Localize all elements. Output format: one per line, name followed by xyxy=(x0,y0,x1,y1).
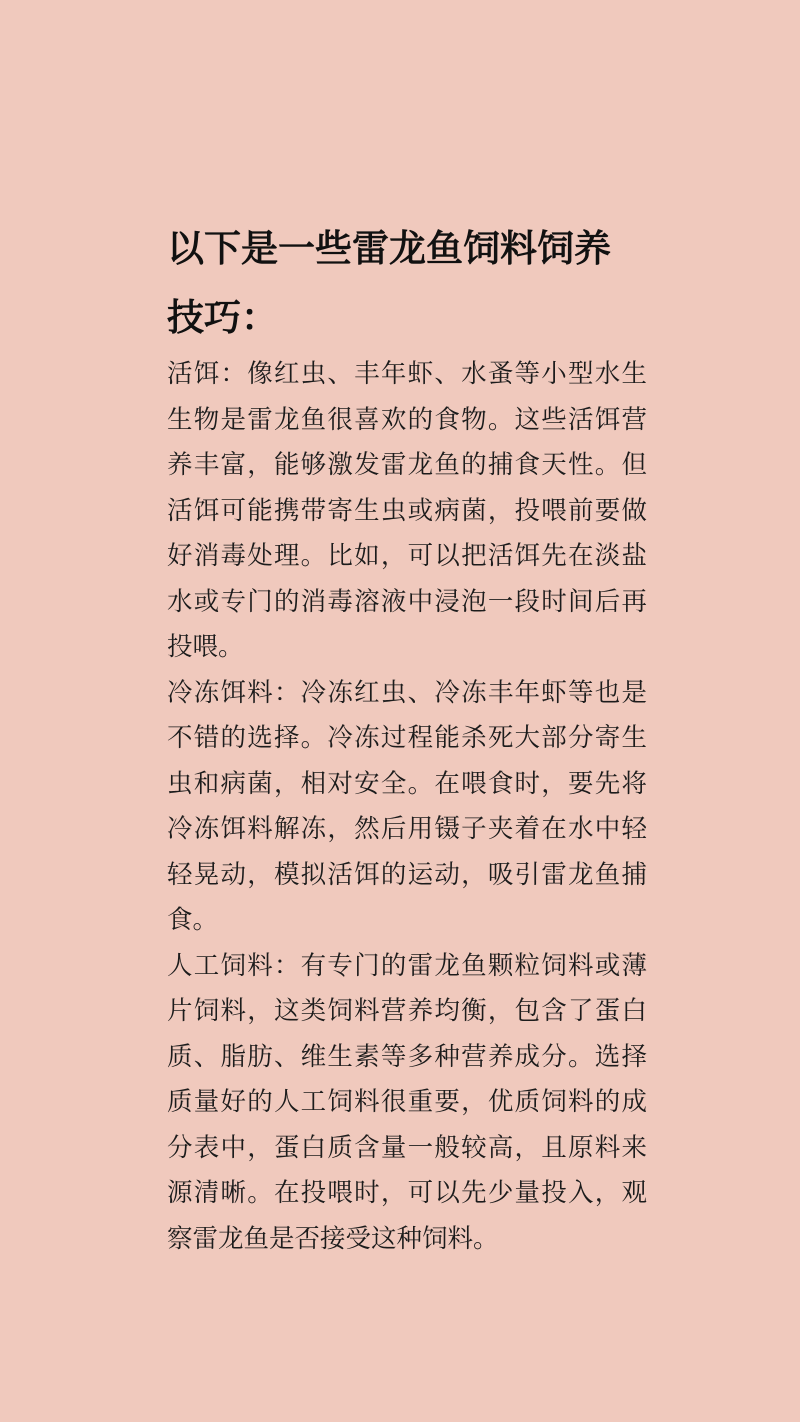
article xyxy=(167,214,647,1262)
paragraph-artificial-feed: 人工饲料：有专门的雷龙鱼颗粒饲料或薄片饲料，这类饲料营养均衡，包含了蛋白质、脂肪、维生素等多种营养成分。选择质量好的人工饲料很重要，优质饲料的成分表中，蛋白质含量一般较高，且原料来源清晰。在投喂时，可以先少量投入，观察雷龙鱼是否接受这种饲料。 xyxy=(167,950,647,1254)
article-title: 以下是一些雷龙鱼饲料饲养技巧： xyxy=(167,227,611,339)
paragraph-frozen-bait: 冷冻饵料：冷冻红虫、冷冻丰年虾等也是不错的选择。冷冻过程能杀死大部分寄生虫和病菌，相对安全。在喂食时，要先将冷冻饵料解冻，然后用镊子夹着在水中轻轻晃动，模拟活饵的运动，吸引雷龙鱼捕食。 xyxy=(167,677,647,935)
paragraph-live-bait: 活饵：像红虫、丰年虾、水蚤等小型水生生物是雷龙鱼很喜欢的食物。这些活饵营养丰富，能够激发雷龙鱼的捕食天性。但活饵可能携带寄生虫或病菌，投喂前要做好消毒处理。比如，可以把活饵先在淡盐水或专门的消毒溶液中浸泡一段时间后再投喂。 xyxy=(167,359,647,662)
